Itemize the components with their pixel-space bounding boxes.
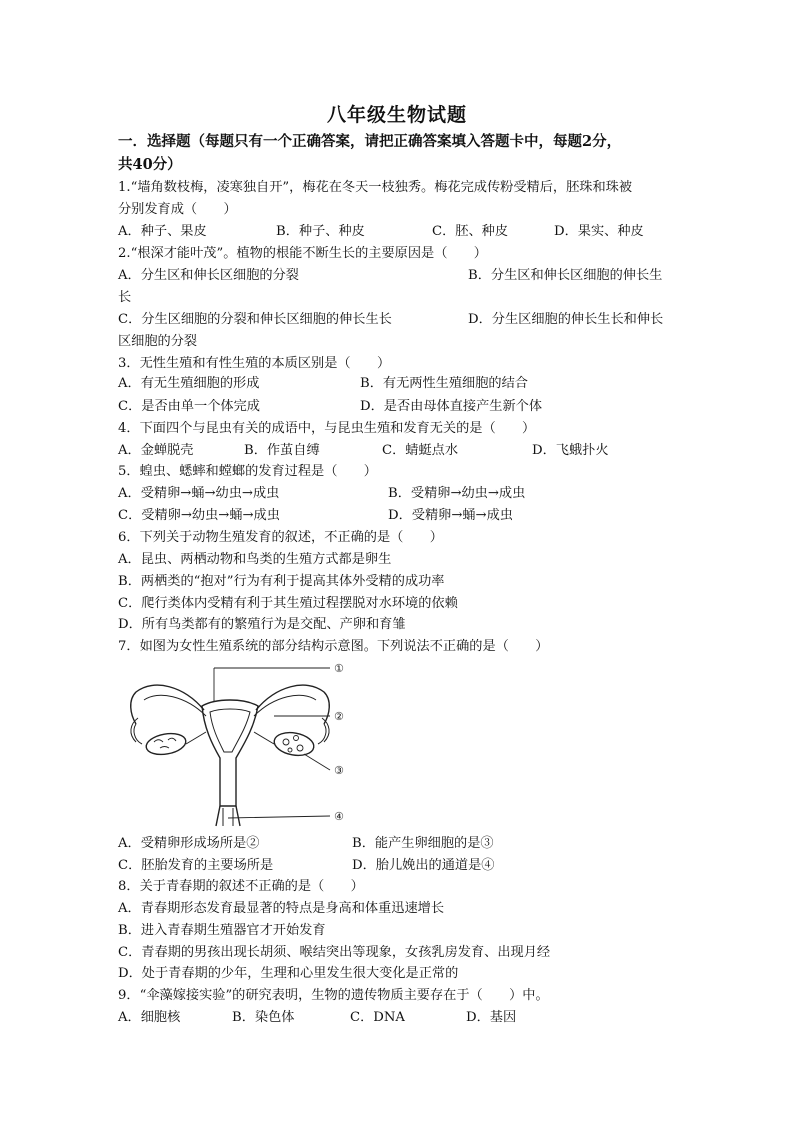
q7-option-a: A．受精卵形成场所是② bbox=[118, 836, 260, 851]
q2-option-a: A．分生区和伸长区细胞的分裂 bbox=[118, 268, 299, 283]
q4-option-c: C．蜻蜓点水 bbox=[382, 443, 459, 458]
female-reproductive-diagram bbox=[124, 658, 354, 830]
section-heading-line2: 共40分） bbox=[118, 156, 182, 173]
q1-stem-line1: 1.“墙角数枝梅，凌寒独自开”，梅花在冬天一枝独秀。梅花完成传粉受精后，胚珠和珠被 bbox=[118, 180, 632, 195]
q7-stem: 7．如图为女性生殖系统的部分结构示意图。下列说法不正确的是（ ） bbox=[118, 639, 549, 654]
q9-option-d: D．基因 bbox=[466, 1010, 517, 1025]
q7-option-b: B．能产生卵细胞的是③ bbox=[352, 836, 494, 851]
q7-option-c: C．胚胎发育的主要场所是 bbox=[118, 858, 274, 873]
q8-option-a: A．青春期形态发育最显著的特点是身高和体重迅速增长 bbox=[118, 901, 445, 916]
diagram-label-2: ② bbox=[334, 710, 344, 723]
vagina-outline bbox=[216, 806, 240, 826]
left-ovary bbox=[145, 731, 188, 758]
q2-option-b-line2: 长 bbox=[118, 290, 132, 305]
q4-stem: 4．下面四个与昆虫有关的成语中，与昆虫生殖和发育无关的是（ ） bbox=[118, 421, 536, 436]
q2-option-d-line1: D．分生区细胞的伸长生长和伸长 bbox=[468, 312, 664, 327]
q9-option-c: C．DNA bbox=[350, 1010, 405, 1025]
q5-stem: 5．蝗虫、蟋蟀和螳螂的发育过程是（ ） bbox=[118, 464, 377, 479]
diagram-label-1: ① bbox=[334, 662, 344, 675]
q9-option-a: A．细胞核 bbox=[118, 1010, 181, 1025]
q5-option-d: D．受精卵→蛹→成虫 bbox=[388, 508, 513, 523]
q1-option-b: B．种子、种皮 bbox=[276, 224, 365, 239]
q9-stem: 9．“伞藻嫁接实验”的研究表明，生物的遗传物质主要存在于（ ）中。 bbox=[118, 988, 549, 1003]
q8-option-b: B．进入青春期生殖器官才开始发育 bbox=[118, 923, 326, 938]
q6-option-d: D．所有鸟类都有的繁殖行为是交配、产卵和育雏 bbox=[118, 617, 406, 632]
page-title: 八年级生物试题 bbox=[326, 104, 467, 126]
q7-option-d: D．胎儿娩出的通道是④ bbox=[352, 858, 495, 873]
q1-option-a: A．种子、果皮 bbox=[118, 224, 207, 239]
q2-option-b-line1: B．分生区和伸长区细胞的伸长生 bbox=[468, 268, 663, 283]
right-fallopian-tube bbox=[256, 685, 329, 724]
diagram-label-4: ④ bbox=[334, 810, 344, 823]
q6-option-c: C．爬行类体内受精有利于其生殖过程摆脱对水环境的依赖 bbox=[118, 596, 458, 611]
q8-option-d: D．处于青春期的少年，生理和心里发生很大变化是正常的 bbox=[118, 966, 459, 981]
q5-option-b: B．受精卵→幼虫→成虫 bbox=[388, 486, 526, 501]
diagram-label-3: ③ bbox=[334, 764, 344, 777]
q3-option-b: B．有无两性生殖细胞的结合 bbox=[360, 376, 528, 391]
q1-option-d: D．果实、种皮 bbox=[554, 224, 644, 239]
q2-option-c: C．分生区细胞的分裂和伸长区细胞的伸长生长 bbox=[118, 312, 392, 327]
q3-option-d: D．是否由母体直接产生新个体 bbox=[360, 399, 543, 414]
q1-stem-line2: 分别发育成（ ） bbox=[118, 202, 237, 217]
section-heading bbox=[118, 130, 688, 176]
q9-option-b: B．染色体 bbox=[232, 1010, 295, 1025]
q8-option-c: C．青春期的男孩出现长胡须、喉结突出等现象，女孩乳房发育、出现月经 bbox=[118, 945, 551, 960]
q6-option-b: B．两栖类的“抱对”行为有利于提高其体外受精的成功率 bbox=[118, 574, 445, 589]
section-heading-line1: 一．选择题（每题只有一个正确答案，请把正确答案填入答题卡中，每题2分， bbox=[118, 133, 622, 150]
q3-stem: 3．无性生殖和有性生殖的本质区别是（ ） bbox=[118, 356, 391, 371]
q4-option-b: B．作茧自缚 bbox=[244, 443, 320, 458]
q6-stem: 6．下列关于动物生殖发育的叙述，不正确的是（ ） bbox=[118, 530, 443, 545]
q6-option-a: A．昆虫、两栖动物和鸟类的生殖方式都是卵生 bbox=[118, 552, 392, 567]
q5-option-c: C．受精卵→幼虫→蛹→成虫 bbox=[118, 508, 280, 523]
q5-option-a: A．受精卵→蛹→幼虫→成虫 bbox=[118, 486, 280, 501]
q3-option-a: A．有无生殖细胞的形成 bbox=[118, 376, 260, 391]
q8-stem: 8．关于青春期的叙述不正确的是（ ） bbox=[118, 879, 364, 894]
q4-option-a: A．金蝉脱壳 bbox=[118, 443, 194, 458]
left-fallopian-tube bbox=[131, 685, 204, 724]
q1-option-c: C．胚、种皮 bbox=[432, 224, 509, 239]
q2-option-d-line2: 区细胞的分裂 bbox=[118, 334, 198, 349]
q3-option-c: C．是否由单一个体完成 bbox=[118, 399, 260, 414]
q2-stem: 2.“根深才能叶茂”。植物的根能不断生长的主要原因是（ ） bbox=[118, 246, 487, 261]
right-ovary bbox=[272, 730, 315, 759]
q4-option-d: D．飞蛾扑火 bbox=[532, 443, 609, 458]
